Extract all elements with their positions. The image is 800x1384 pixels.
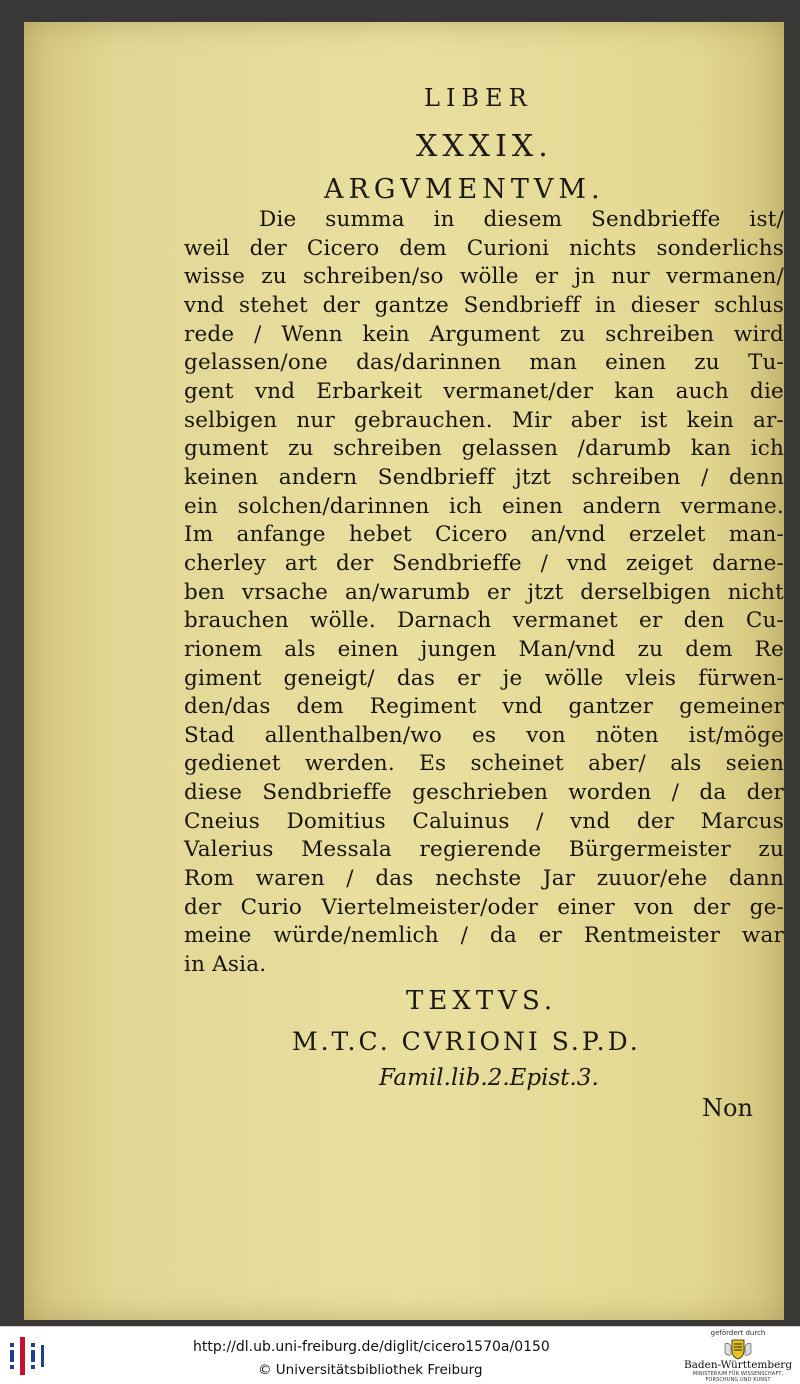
text-line: Im anfange hebet Cicero an/vnd erzelet man- [184, 522, 784, 548]
text-line: Stad allenthalben/wo es von nöten ist/möge [184, 722, 784, 748]
argumentum-heading: ARGVMENTVM. [324, 174, 605, 205]
text-line: gedienet werden. Es scheinet aber/ als seien [184, 751, 784, 777]
text-line: brauchen wölle. Darnach vermanet er den Cu- [184, 608, 784, 634]
text-line: selbigen nur gebrauchen. Mir aber ist kein ar- [184, 407, 784, 433]
text-line: weil der Cicero dem Curioni nichts sonderlichs [184, 235, 784, 261]
text-line: Valerius Messala regierende Bürgermeister zu [184, 837, 784, 863]
text-line: rede / Wenn kein Argument zu schreiben wird [184, 321, 784, 347]
letter-citation: Famil.lib.2.Epist.3. [379, 1065, 599, 1091]
text-line: den/das dem Regiment vnd gantzer gemeiner [184, 694, 784, 720]
sponsor-state: Baden-Württemberg [683, 1359, 793, 1371]
text-line: diese Sendbrieffe geschrieben worden / da der [184, 780, 784, 806]
state-crest-icon [723, 1338, 753, 1360]
text-line: keinen andern Sendbrieff jtzt schreiben / denn [184, 464, 784, 490]
letter-addressee: M.T.C. CVRIONI S.P.D. [292, 1027, 641, 1056]
text-line: gument zu schreiben gelassen /darumb kan ich [184, 436, 784, 462]
catchword: Non [702, 1094, 753, 1122]
viewer-footer [0, 1326, 800, 1384]
text-line: wisse zu schreiben/so wölle er jn nur vermanen/ [184, 264, 784, 290]
textus-heading: TEXTVS. [406, 986, 558, 1016]
permalink-url[interactable]: http://dl.ub.uni-freiburg.de/diglit/cicero1570a/0150 [193, 1339, 550, 1355]
text-line: vnd stehet der gantze Sendbrieff in dieser schlus [184, 292, 784, 318]
book-heading: LIBER [424, 84, 533, 112]
text-line: meine würde/nemlich / da er Rentmeister war [184, 923, 784, 949]
text-line: gent vnd Erbarkeit vermanet/der kan auch die [184, 378, 784, 404]
text-line: gelassen/one das/darinnen man einen zu Tu- [184, 350, 784, 376]
university-library-logo-icon [8, 1337, 54, 1375]
scanned-page [24, 22, 784, 1320]
text-line: giment geneigt/ das er je wölle vleis fürwen- [184, 665, 784, 691]
text-line: Die summa in diesem Sendbrieffe ist/ [259, 207, 784, 232]
copyright-notice: © Universitätsbibliothek Freiburg [258, 1362, 483, 1378]
argumentum-text [184, 206, 784, 980]
sponsor-block [678, 1329, 798, 1383]
text-line: rionem als einen jungen Man/vnd zu dem Re [184, 636, 784, 662]
text-line: ben vrsache an/warumb er jtzt derselbigen nicht [184, 579, 784, 605]
text-line: in Asia. [184, 952, 267, 978]
text-line: der Curio Viertelmeister/oder einer von der ge- [184, 894, 784, 920]
sponsor-ministry: MINISTERIUM FÜR WISSENSCHAFT, FORSCHUNG UND KUNST [692, 1371, 784, 1383]
text-line: Cneius Domitius Caluinus / vnd der Marcus [184, 808, 784, 834]
text-line: Rom waren / das nechste Jar zuuor/ehe dann [184, 866, 784, 892]
sponsor-label: gefördert durch [710, 1329, 766, 1337]
text-line: ein solchen/darinnen ich einen andern vermane. [184, 493, 784, 519]
text-line: cherley art der Sendbrieffe / vnd zeiget darne- [184, 550, 784, 576]
book-number: XXXIX. [416, 129, 553, 164]
